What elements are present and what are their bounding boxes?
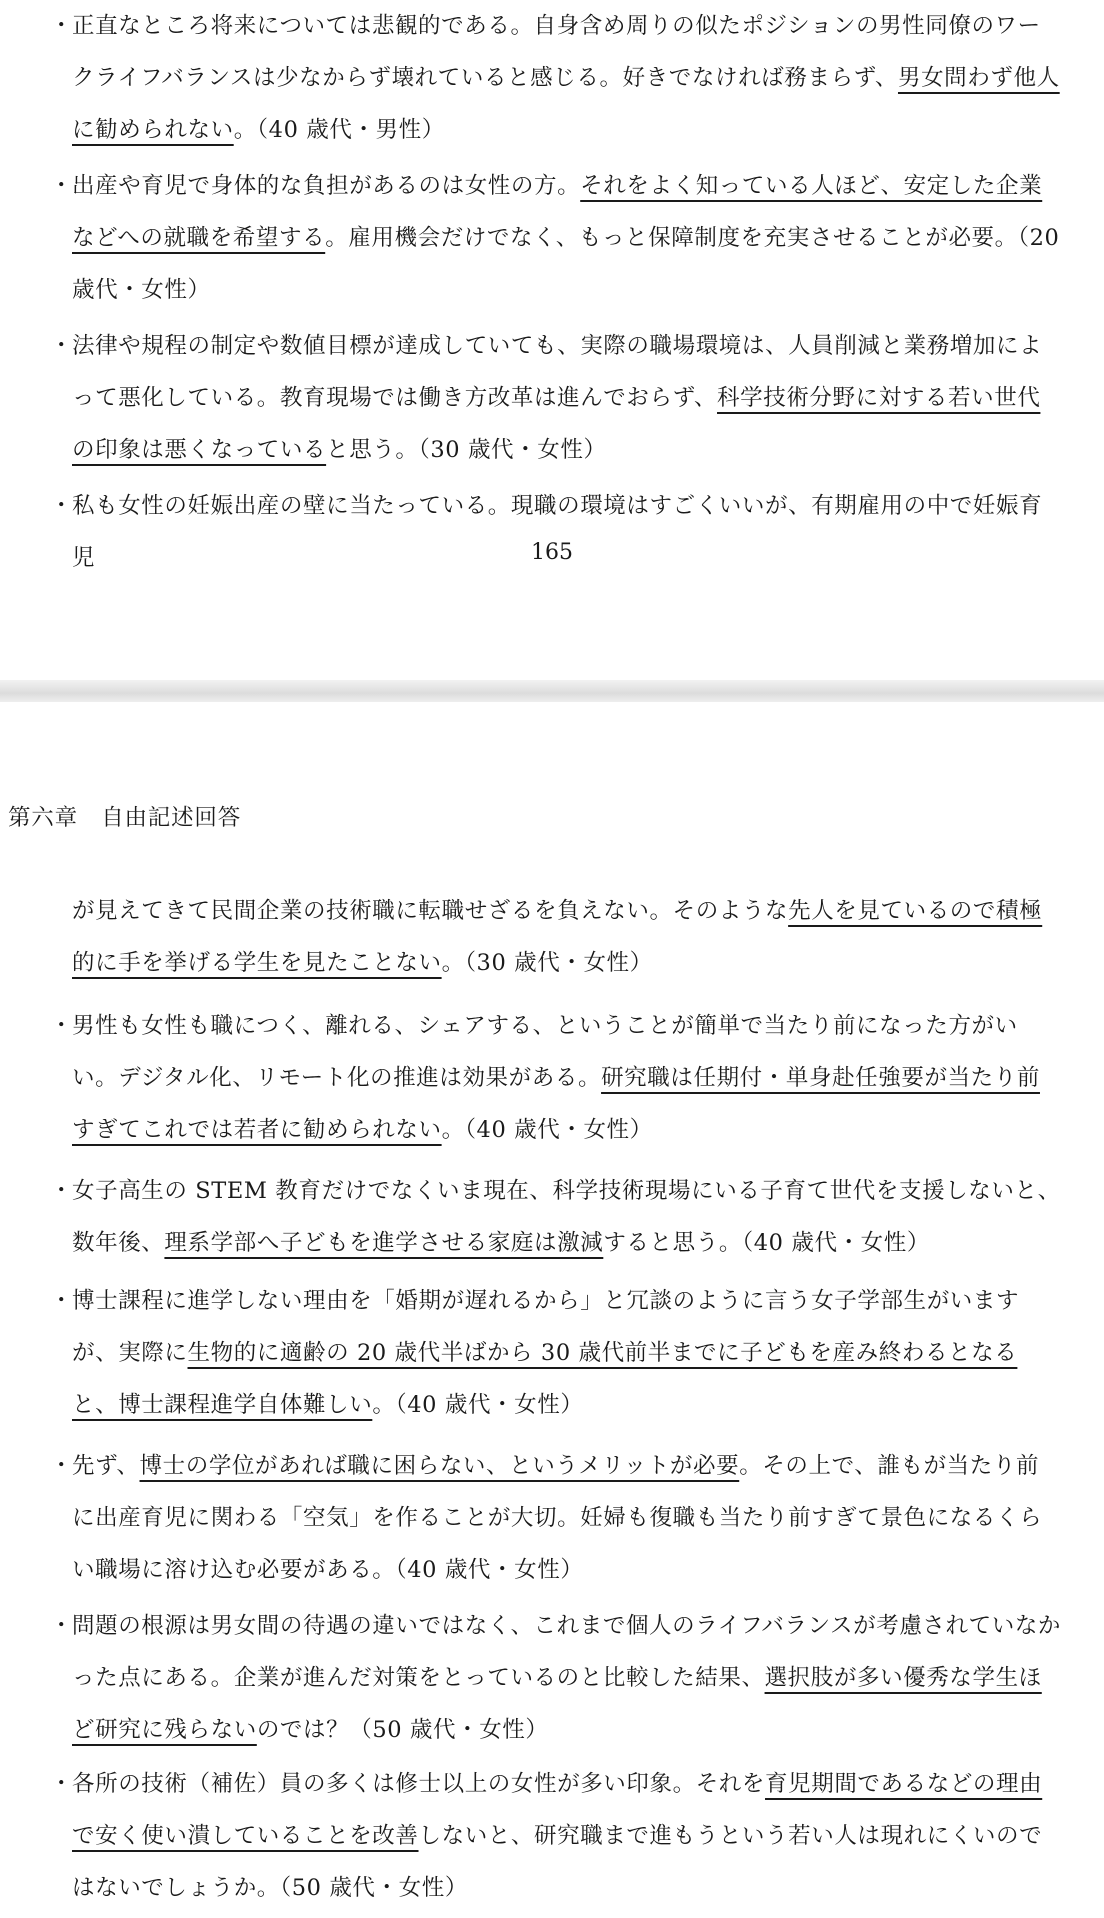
page-165 xyxy=(0,0,1104,680)
comment-text: 正直なところ将来については悲観的である。自身含め周りの似たポジションの男性同僚のワークライフバランスは少なからず壊れていると感じる。好きでなければ務まらず、 xyxy=(72,13,1041,91)
continued-comment xyxy=(52,885,1062,989)
respondent-tag: すると思う。（40 歳代・女性） xyxy=(603,1230,930,1256)
underlined-phrase: 生物的に適齢の 20 歳代半ばから 30 歳代前半までに子どもを産み終わるとなると、博士課程進学自体難しい xyxy=(72,1340,1018,1418)
comment-text: 問題の根源は男女間の待遇の違いではなく、これまで個人のライフバランスが考慮されていなかった点にある。企業が進んだ対策をとっているのと比較した結果、 xyxy=(72,1613,1062,1691)
underlined-phrase: 科学技術分野に対する若い世代の印象は悪くなっている xyxy=(72,385,1041,463)
page-separator xyxy=(0,680,1104,702)
comment-text: 出産や育児で身体的な負担があるのは女性の方。 xyxy=(72,173,581,199)
comment-item xyxy=(52,1165,1062,1269)
respondent-tag: 。その上で、誰もが当たり前に出産育児に関わる「空気」を作ることが大切。妊婦も復職も当たり前すぎて景色になるくらい職場に溶け込む必要がある。（40 歳代・女性） xyxy=(72,1453,1043,1583)
chapter-heading: 第六章 自由記述回答 xyxy=(8,805,242,831)
underlined-phrase: 博士の学位があれば職に困らない、というメリットが必要 xyxy=(139,1453,740,1479)
comment-item xyxy=(52,1275,1062,1431)
comment-text: 博士課程に進学しない理由を「婚期が遅れるから」と冗談のように言う女子学部生がいますが、実際に xyxy=(72,1288,1020,1366)
comment-text: 各所の技術（補佐）員の多くは修士以上の女性が多い印象。それを xyxy=(72,1771,766,1797)
comment-item xyxy=(52,1440,1062,1596)
respondent-tag: 。雇用機会だけでなく、もっと保障制度を充実させることが必要。（20 歳代・女性） xyxy=(72,225,1060,303)
page-number: 165 xyxy=(531,540,573,565)
comment-item xyxy=(52,1000,1062,1156)
respondent-tag: 。（40 歳代・男性） xyxy=(233,117,445,143)
comment-item xyxy=(52,1758,1062,1914)
comment-text: 男性も女性も職につく、離れる、シェアする、ということが簡単で当たり前になった方がいい。デジタル化、リモート化の推進は効果がある。 xyxy=(72,1013,1018,1091)
comment-text: が見えてきて民間企業の技術職に転職せざるを負えない。そのような xyxy=(72,898,789,924)
comment-item xyxy=(52,160,1062,316)
comment-item xyxy=(52,320,1062,476)
underlined-phrase: 理系学部へ子どもを進学させる家庭は激減 xyxy=(164,1230,604,1256)
underlined-phrase: 育児期間であるなどの理由で安く使い潰していることを改善 xyxy=(72,1771,1043,1849)
comment-text: 女子高生の STEM 教育だけでなくいま現在、科学技術現場にいる子育て世代を支援しないと、数年後、 xyxy=(72,1178,1061,1256)
underlined-phrase: それをよく知っている人ほど、安定した企業などへの就職を希望する xyxy=(72,173,1043,251)
respondent-tag: しないと、研究職まで進もうという若い人は現れにくいのではないでしょうか。（50 歳代・女性） xyxy=(72,1823,1043,1901)
respondent-tag: のでは？（50 歳代・女性） xyxy=(256,1717,549,1743)
underlined-phrase: 研究職は任期付・単身赴任強要が当たり前すぎてこれでは若者に勧められない xyxy=(72,1065,1040,1143)
respondent-tag: 。（40 歳代・女性） xyxy=(441,1117,653,1143)
respondent-tag: 。（30 歳代・女性） xyxy=(441,950,653,976)
comment-item xyxy=(52,0,1062,156)
comment-text: 私も女性の妊娠出産の壁に当たっている。現職の環境はすごくいいが、有期雇用の中で妊娠育児 xyxy=(72,493,1043,571)
comment-item xyxy=(52,1600,1062,1756)
underlined-phrase: 先人を見ているので積極的に手を挙げる学生を見たことない xyxy=(72,898,1043,976)
comment-item xyxy=(52,480,1062,584)
underlined-phrase: 選択肢が多い優秀な学生ほど研究に残らない xyxy=(72,1665,1042,1743)
respondent-tag: と思う。（30 歳代・女性） xyxy=(326,437,607,463)
comment-text: 法律や規程の制定や数値目標が達成していても、実際の職場環境は、人員削減と業務増加によって悪化している。教育現場では働き方改革は進んでおらず、 xyxy=(72,333,1043,411)
respondent-tag: 。（40 歳代・女性） xyxy=(372,1392,584,1418)
comment-text: 先ず、 xyxy=(72,1453,140,1479)
underlined-phrase: 男女問わず他人に勧められない xyxy=(72,65,1060,143)
